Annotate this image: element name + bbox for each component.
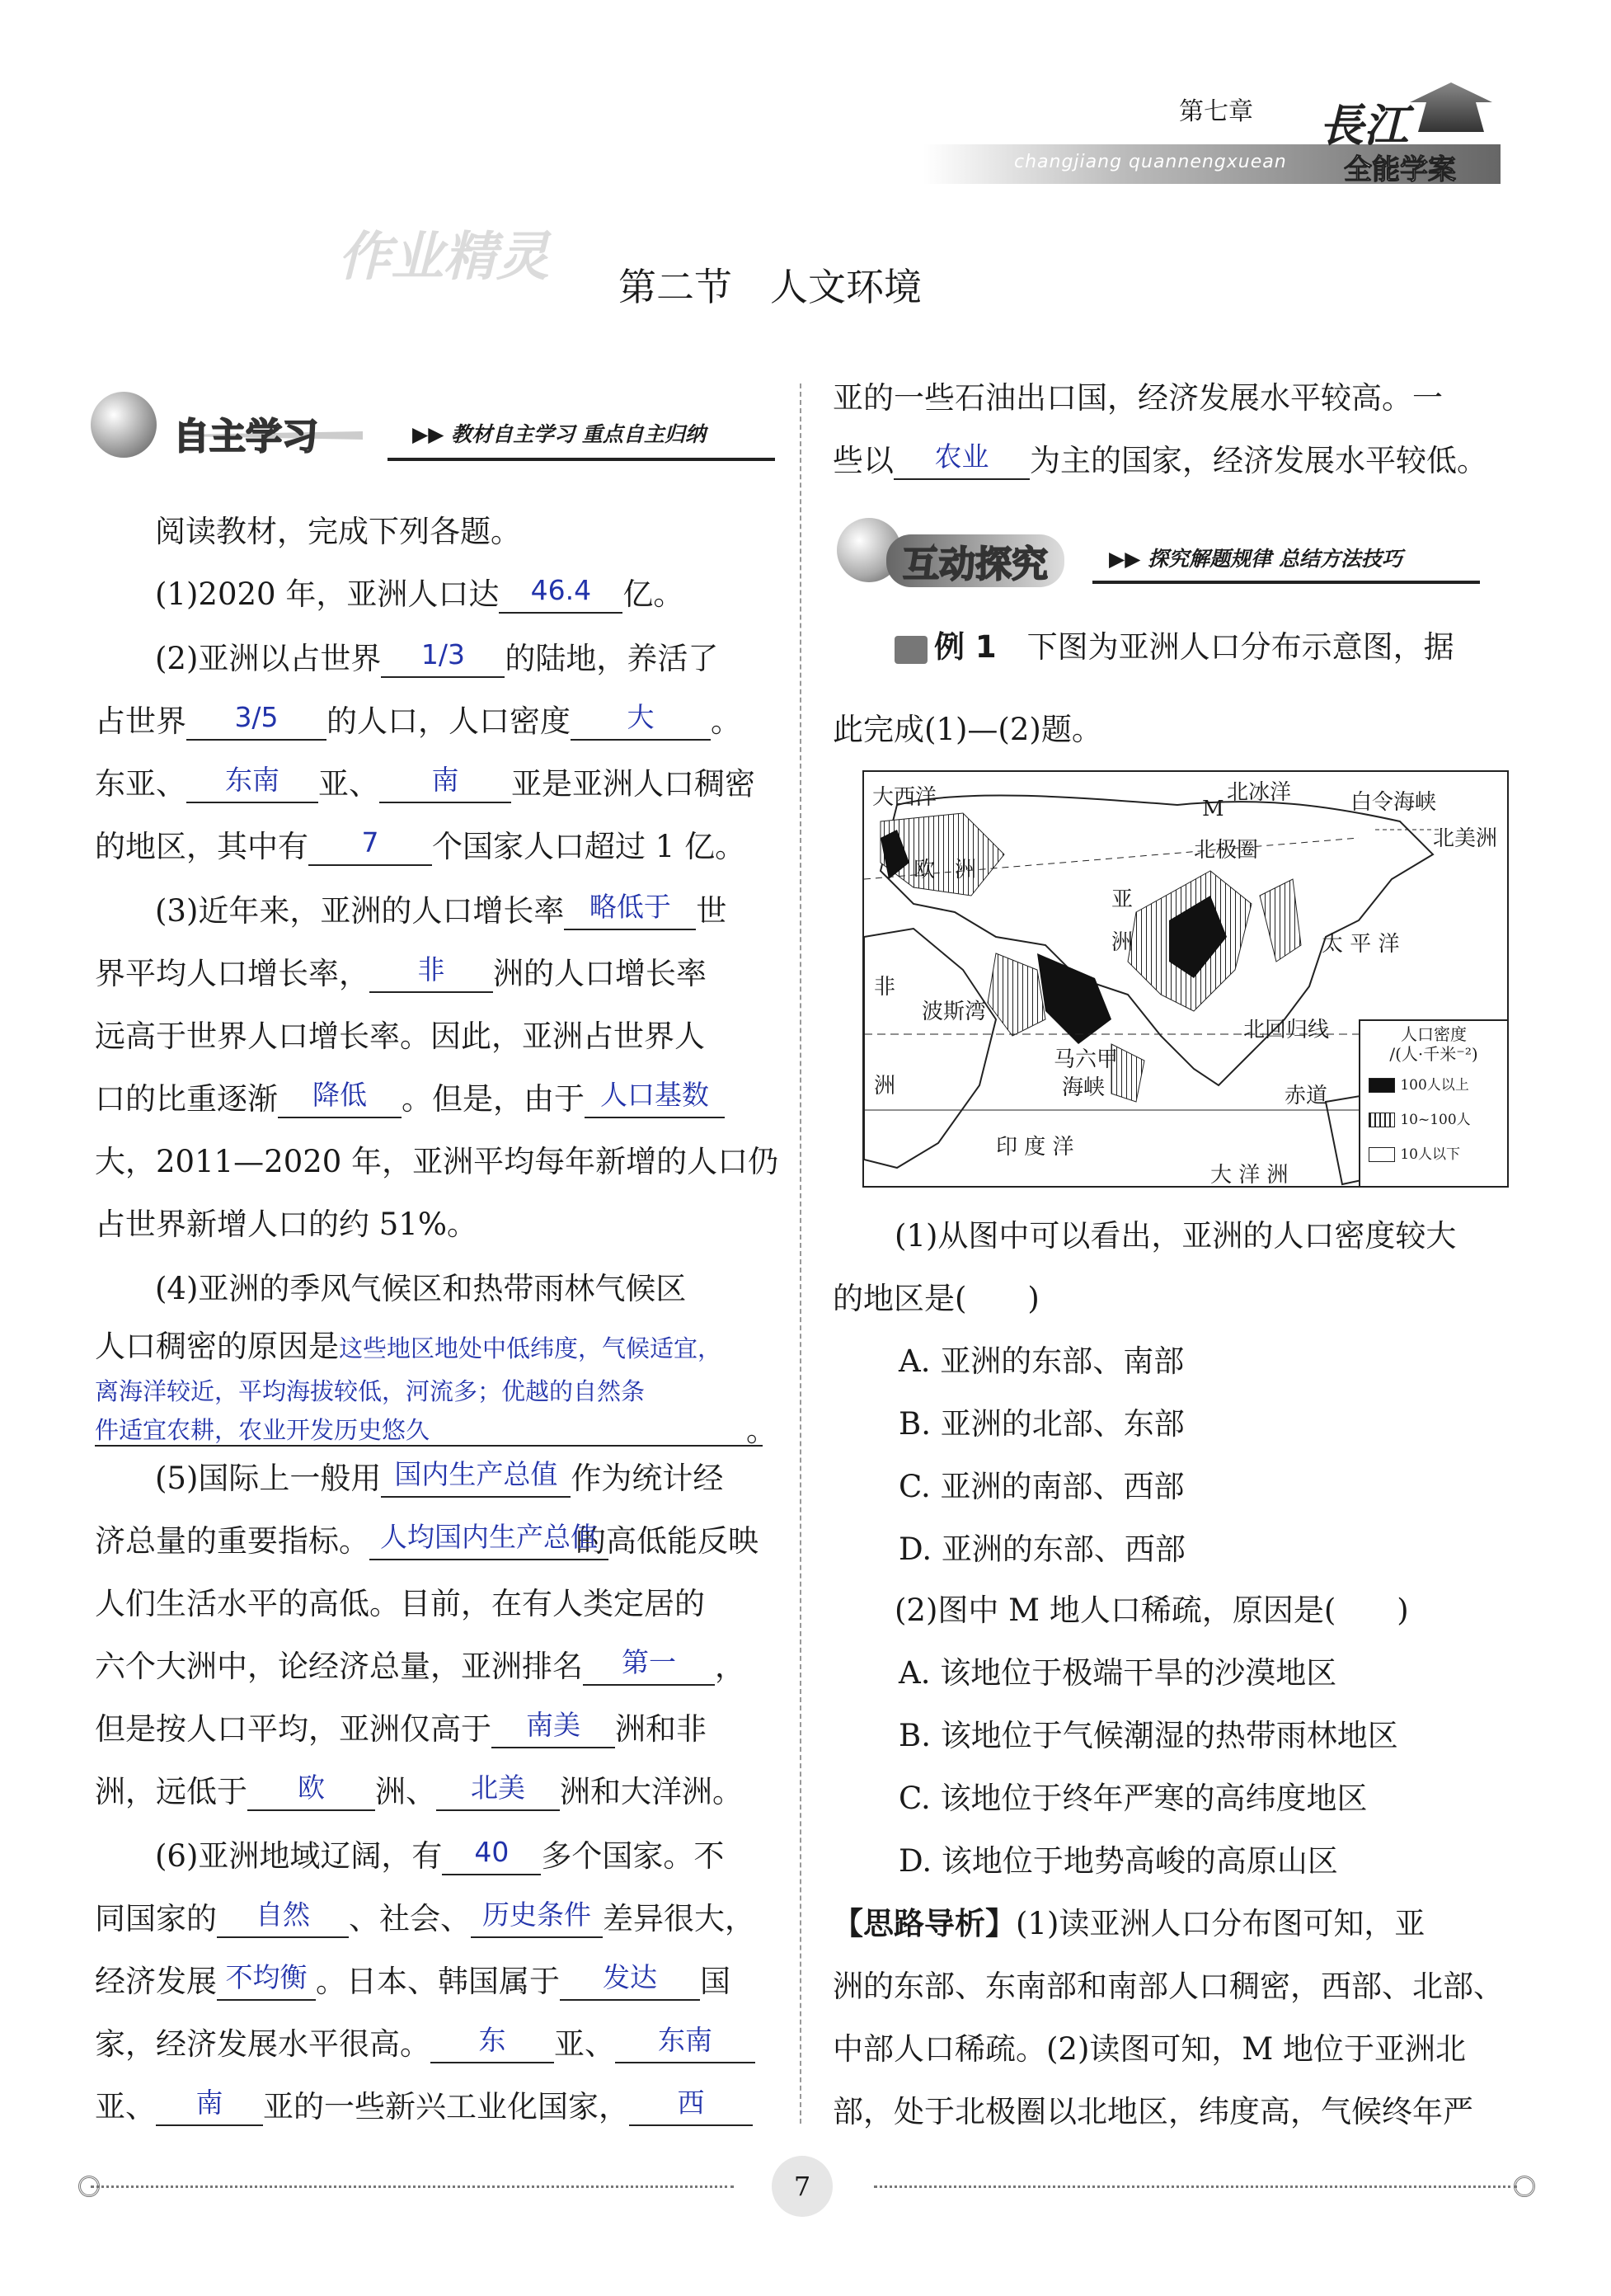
q3-line3: 远高于世界人口增长率。因此，亚洲占世界人	[95, 1019, 705, 1054]
page-number: 7	[772, 2156, 833, 2217]
asia-population-map	[862, 770, 1509, 1188]
q6-line3: 经济发展 不均衡 。日本、韩国属于 发达 国	[95, 1961, 730, 1999]
q3-line4: 口的比重逐渐 降低 。但是，由于 人口基数	[95, 1080, 725, 1118]
map-label-malacca-1: 马六甲	[1054, 1047, 1119, 1072]
q6-line1: (6)亚洲地域辽阔，有 40 多个国家。不	[155, 1836, 725, 1874]
q6-line4: 家，经济发展水平很高。 东 亚、 东南	[95, 2025, 755, 2063]
example-q2-option-a[interactable]: A. 该地位于极端干旱的沙漠地区	[899, 1655, 1337, 1691]
example-q1-option-a[interactable]: A. 亚洲的东部、南部	[899, 1343, 1185, 1379]
left-banner-line	[387, 458, 775, 461]
q5-line6: 洲，远低于 欧 洲、 北美 洲和大洋洲。	[95, 1771, 743, 1809]
left-banner-title: 自主学习	[173, 416, 318, 458]
footer-ornament-right	[1514, 2176, 1535, 2197]
example-q1-option-d[interactable]: D. 亚洲的东部、西部	[899, 1531, 1186, 1567]
map-label-pacific: 太 平 洋	[1322, 932, 1400, 957]
map-label-africa-2: 洲	[874, 1074, 896, 1099]
q6-line2: 同国家的 自然 、社会、 历史条件 差异很大，	[95, 1898, 755, 1936]
q5-line3: 人们生活水平的高低。目前，在有人类定居的	[95, 1586, 705, 1621]
map-label-arctic-ocean: 北冰洋	[1227, 780, 1292, 805]
map-label-malacca-2: 海峡	[1062, 1075, 1106, 1100]
map-label-bering-strait: 白令海峡	[1350, 790, 1437, 815]
right-banner-line	[1092, 581, 1480, 584]
chapter-label: 第七章	[1179, 97, 1253, 126]
logo-bottom-text: 全能学案	[1344, 153, 1456, 186]
q5-line5: 但是按人口平均，亚洲仅高于 南美 洲和非	[95, 1709, 707, 1747]
example-q2-option-c[interactable]: C. 该地位于终年严寒的高纬度地区	[899, 1781, 1368, 1816]
footer-ornament-left	[78, 2176, 100, 2197]
q1-line: (1)2020 年，亚洲人口达 46.4 亿。	[155, 574, 684, 612]
example-q1-line1: (1)从图中可以看出，亚洲的人口密度较大	[895, 1218, 1457, 1254]
map-label-africa-1: 非	[874, 975, 896, 1000]
globe-icon	[91, 392, 157, 458]
map-label-atlantic: 大西洋	[872, 785, 937, 810]
legend-unit: /(人·千米⁻²)	[1389, 1044, 1478, 1064]
map-label-m: M	[1202, 797, 1224, 821]
example-line2: 此完成(1)—(2)题。	[833, 712, 1102, 747]
watermark: 作业精灵	[338, 227, 549, 288]
q2-line1: (2)亚洲以占世界 1/3 的陆地，养活了	[155, 638, 719, 676]
q4-answer-line2: 离海洋较近，平均海拔较低，河流多；优越的自然条	[95, 1377, 646, 1405]
map-label-asia-2: 洲	[1111, 930, 1134, 955]
map-legend	[1359, 1019, 1509, 1188]
map-label-north-america: 北美洲	[1433, 826, 1498, 851]
map-label-equator: 赤道	[1285, 1084, 1328, 1108]
example-line1: 例 1 下图为亚洲人口分布示意图，据	[895, 628, 1454, 666]
q2-line2: 占世界 3/5 的人口，人口密度 大 。	[95, 701, 741, 739]
guide-line1: 【思路导析】(1)读亚洲人口分布图可知，亚	[833, 1906, 1425, 1941]
left-banner	[82, 383, 775, 474]
map-label-europe-2: 洲	[955, 858, 977, 882]
column-divider	[800, 383, 801, 2124]
guide-line3: 中部人口稀疏。(2)读图可知，M 地位于亚洲北	[833, 2031, 1467, 2067]
right-banner-title: 互动探究	[886, 534, 1064, 587]
example-q1-option-c[interactable]: C. 亚洲的南部、西部	[899, 1469, 1185, 1504]
legend-item-dense: 100人以上	[1400, 1077, 1469, 1094]
example-icon	[895, 636, 928, 664]
left-intro: 阅读教材，完成下列各题。	[155, 514, 521, 549]
q3-line6: 占世界新增人口的约 51%。	[95, 1207, 477, 1242]
example-q2-option-b[interactable]: B. 该地位于气候潮湿的热带雨林地区	[899, 1718, 1398, 1753]
q4-end: 。	[746, 1413, 777, 1448]
legend-swatch-medium	[1369, 1113, 1395, 1127]
map-label-europe-1: 欧	[914, 858, 936, 882]
q3-line5: 大，2011—2020 年，亚洲平均每年新增的人口仍	[95, 1144, 779, 1179]
right-cont-line2: 些以 农业 为主的国家，经济发展水平较低。	[833, 440, 1487, 478]
example-q2-line1: (2)图中 M 地人口稀疏，原因是( )	[895, 1593, 1409, 1628]
legend-item-sparse: 10人以下	[1400, 1146, 1460, 1163]
right-cont-line1: 亚的一些石油出口国，经济发展水平较高。一	[833, 380, 1443, 416]
example-q1-line2: 的地区是( )	[833, 1281, 1040, 1316]
map-label-arctic-circle: 北极圈	[1194, 838, 1259, 863]
guide-line4: 部，处于北极圈以北地区，纬度高，气候终年严	[833, 2094, 1473, 2129]
right-banner	[829, 511, 1480, 594]
example-q1-option-b[interactable]: B. 亚洲的北部、东部	[899, 1406, 1185, 1442]
legend-swatch-sparse	[1369, 1147, 1395, 1162]
logo-top-text: 長江	[1319, 99, 1408, 152]
section-title: 第二节 人文环境	[618, 265, 922, 309]
legend-title: 人口密度	[1401, 1024, 1467, 1044]
q4-answer-line3: 件适宜农耕，农业开发历史悠久	[95, 1412, 763, 1447]
right-banner-tag: ▶▶ 探究解题规律 总结方法技巧	[1109, 547, 1402, 571]
map-label-indian-ocean: 印 度 洋	[996, 1135, 1074, 1160]
guide-line2: 洲的东部、东南部和南部人口稠密，西部、北部、	[833, 1969, 1504, 2004]
q2-line4: 的地区，其中有 7 个国家人口超过 1 亿。	[95, 826, 746, 864]
map-label-oceania: 大 洋 洲	[1210, 1163, 1289, 1188]
legend-swatch-dense	[1369, 1078, 1395, 1093]
q5-line2: 济总量的重要指标。 人均国内生产总值的高低能反映	[95, 1521, 759, 1559]
legend-item-medium: 10~100人	[1400, 1112, 1471, 1128]
brand-pinyin: changjiang quannengxuean	[1014, 152, 1287, 172]
example-q2-option-d[interactable]: D. 该地位于地势高峻的高原山区	[899, 1843, 1338, 1879]
q5-line1: (5)国际上一般用 国内生产总值 作为统计经	[155, 1458, 724, 1496]
brand-logo	[1311, 82, 1501, 190]
q2-line3: 东亚、 东南 亚、 南 亚是亚洲人口稠密	[95, 764, 755, 802]
q6-line5: 亚、 南 亚的一些新兴工业化国家， 西	[95, 2088, 753, 2126]
q4-line2: 人口稠密的原因是这些地区地处中低纬度，气候适宜，	[95, 1329, 722, 1364]
map-label-persian-gulf: 波斯湾	[922, 1000, 987, 1024]
left-banner-tag: ▶▶ 教材自主学习 重点自主归纳	[412, 422, 706, 446]
map-label-tropic-of-cancer: 北回归线	[1243, 1018, 1330, 1042]
logo-pavilion-icon	[1410, 82, 1492, 132]
guide-label: 【思路导析】	[833, 1906, 1016, 1941]
q5-line4: 六个大洲中，论经济总量，亚洲排名 第一 ，	[95, 1646, 745, 1684]
q4-line1: (4)亚洲的季风气候区和热带雨林气候区	[155, 1271, 687, 1306]
footer-line-left	[91, 2185, 734, 2188]
map-label-asia-1: 亚	[1111, 887, 1134, 912]
footer-line-right	[874, 2185, 1517, 2188]
q3-line1: (3)近年来，亚洲的人口增长率 略低于 世	[155, 891, 727, 929]
q3-line2: 界平均人口增长率， 非 洲的人口增长率	[95, 953, 707, 991]
